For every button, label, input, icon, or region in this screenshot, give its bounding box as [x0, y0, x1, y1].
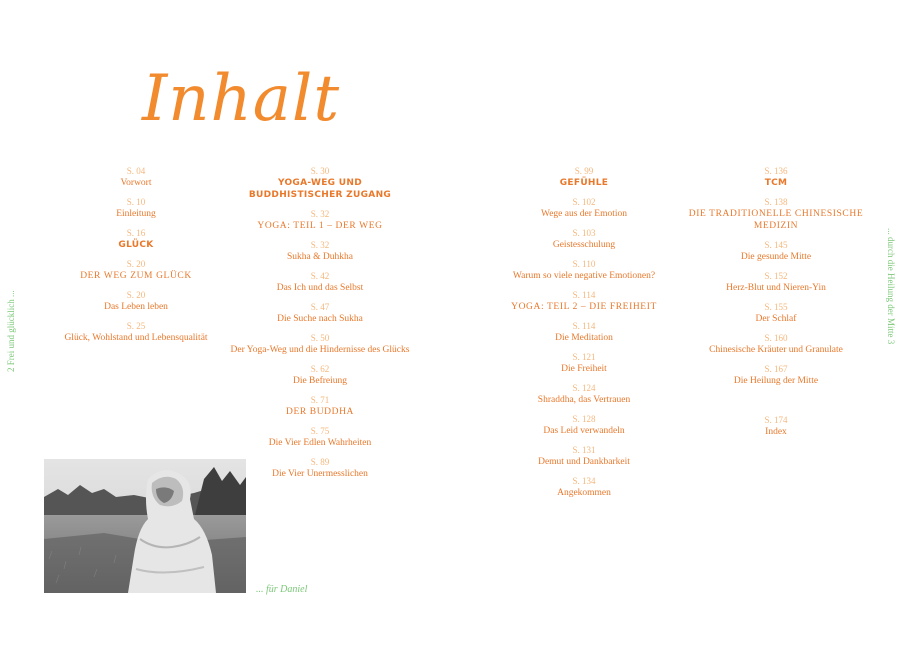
toc-entry-label: Angekommen: [557, 488, 611, 498]
toc-entry: [494, 166, 674, 189]
toc-page-number: S. 04: [126, 166, 146, 176]
toc-page-number: S. 10: [126, 197, 146, 207]
toc-entry: [494, 476, 674, 499]
toc-entry-label: Die Meditation: [555, 333, 613, 343]
toc-entry: [686, 415, 866, 438]
toc-entry: [230, 395, 410, 418]
toc-column-1: [46, 166, 226, 352]
toc-entry: [230, 271, 410, 294]
toc-page-number: S. 134: [572, 476, 596, 486]
toc-entry: [230, 333, 410, 356]
toc-page-number: S. 102: [572, 197, 596, 207]
toc-entry: [686, 197, 866, 232]
toc-page-number: S. 42: [310, 271, 330, 281]
toc-entry-label: Der Schlaf: [755, 314, 797, 324]
toc-page-number: S. 114: [572, 290, 596, 300]
page-title: Inhalt: [142, 62, 341, 136]
running-header-left: 2 Frei und glücklich ...: [6, 290, 16, 372]
toc-entry: [46, 228, 226, 251]
toc-page-number: S. 89: [310, 457, 330, 467]
toc-entry-label: Die gesunde Mitte: [740, 252, 812, 262]
toc-entry-label: GLÜCK: [118, 240, 154, 250]
toc-entry: [494, 290, 674, 313]
toc-entry: [494, 414, 674, 437]
toc-entry-label: TCM: [764, 178, 788, 188]
toc-entry: [230, 166, 410, 201]
toc-entry-label: YOGA: TEIL 1 – DER WEG: [257, 221, 383, 231]
toc-entry: [494, 259, 674, 282]
toc-entry-label: Das Ich und das Selbst: [276, 283, 364, 293]
toc-entry-label: Die Heilung der Mitte: [733, 376, 819, 386]
toc-entry-label: Demut und Dankbarkeit: [538, 457, 630, 467]
toc-entry-label: Sukha & Duhkha: [287, 252, 353, 262]
toc-entry: [686, 302, 866, 325]
meditation-photo: [44, 459, 246, 593]
toc-page-number: S. 75: [310, 426, 330, 436]
toc-entry: [686, 271, 866, 294]
toc-entry-label: Herz-Blut und Nieren-Yin: [726, 283, 826, 293]
toc-entry-label: DIE TRADITIONELLE CHINESISCHE MEDIZIN: [688, 209, 864, 231]
toc-page-number: S. 136: [764, 166, 788, 176]
toc-page-number: S. 47: [310, 302, 330, 312]
toc-page-number: S. 114: [572, 321, 596, 331]
toc-entry-label: DER BUDDHA: [285, 407, 354, 417]
toc-page-number: S. 110: [572, 259, 596, 269]
toc-page-number: S. 131: [572, 445, 596, 455]
toc-entry-label: Die Suche nach Sukha: [277, 314, 363, 324]
toc-entry-label: Chinesische Kräuter und Granulate: [709, 345, 843, 355]
toc-entry-label: YOGA-WEG UND BUDDHISTISCHER ZUGANG: [248, 178, 392, 200]
toc-entry-label: Wege aus der Emotion: [540, 209, 628, 219]
toc-page-number: S. 124: [572, 383, 596, 393]
toc-page-number: S. 32: [310, 240, 330, 250]
toc-entry-label: Der Yoga-Weg und die Hindernisse des Glücks: [230, 345, 410, 355]
running-header-right: ... durch die Heilung der Mitte 3: [886, 228, 896, 345]
toc-page-number: S. 30: [310, 166, 330, 176]
toc-page-number: S. 62: [310, 364, 330, 374]
toc-page-number: S. 20: [126, 259, 146, 269]
toc-entry-label: Einleitung: [116, 209, 156, 219]
toc-entry: [686, 333, 866, 356]
toc-entry: [494, 445, 674, 468]
toc-entry: [686, 364, 866, 387]
toc-entry-label: Index: [765, 427, 787, 437]
toc-entry: [230, 302, 410, 325]
toc-entry: [230, 426, 410, 449]
toc-page-number: S. 50: [310, 333, 330, 343]
toc-entry-label: Shraddha, das Vertrauen: [537, 395, 631, 405]
toc-entry-label: Die Vier Unermesslichen: [272, 469, 368, 479]
toc-entry: [46, 259, 226, 282]
toc-entry-label: YOGA: TEIL 2 – DIE FREIHEIT: [511, 302, 657, 312]
toc-entry: [46, 166, 226, 189]
toc-entry: [494, 197, 674, 220]
toc-entry-label: Warum so viele negative Emotionen?: [512, 271, 656, 281]
toc-page-number: S. 174: [764, 415, 788, 425]
toc-entry-label: Das Leben leben: [104, 302, 168, 312]
toc-page-number: S. 128: [572, 414, 596, 424]
toc-entry-label: Die Freiheit: [561, 364, 607, 374]
toc-entry: [46, 290, 226, 313]
toc-entry: [494, 383, 674, 406]
toc-page-number: S. 160: [764, 333, 788, 343]
toc-column-3: [494, 166, 674, 507]
toc-page-number: S. 121: [572, 352, 596, 362]
toc-entry: [494, 321, 674, 344]
toc-entry-label: Vorwort: [120, 178, 152, 188]
toc-entry: [686, 166, 866, 189]
toc-page-number: S. 155: [764, 302, 788, 312]
toc-page-number: S. 32: [310, 209, 330, 219]
toc-entry: [686, 240, 866, 263]
toc-page-number: S. 16: [126, 228, 146, 238]
toc-entry: [494, 228, 674, 251]
toc-page-number: S. 103: [572, 228, 596, 238]
toc-entry-label: Geistesschulung: [552, 240, 616, 250]
toc-entry: [230, 457, 410, 480]
toc-entry-label: Die Vier Edlen Wahrheiten: [268, 438, 372, 448]
toc-page-number: S. 152: [764, 271, 788, 281]
toc-page-number: S. 145: [764, 240, 788, 250]
toc-page-number: S. 71: [310, 395, 330, 405]
toc-page-number: S. 25: [126, 321, 146, 331]
toc-entry-label: Die Befreiung: [292, 376, 348, 386]
toc-column-2: [230, 166, 410, 488]
toc-entry-label: Glück, Wohlstand und Lebensqualität: [64, 333, 208, 343]
toc-page-number: S. 167: [764, 364, 788, 374]
toc-entry: [494, 352, 674, 375]
toc-entry: [46, 197, 226, 220]
toc-entry: [230, 240, 410, 263]
dedication: ... für Daniel: [256, 584, 308, 595]
toc-column-4: [686, 166, 866, 446]
toc-entry-label: Das Leid verwandeln: [543, 426, 625, 436]
toc-entry: [230, 209, 410, 232]
toc-page-number: S. 20: [126, 290, 146, 300]
toc-entry-label: GEFÜHLE: [559, 178, 609, 188]
toc-page-number: S. 99: [574, 166, 594, 176]
toc-entry: [230, 364, 410, 387]
toc-page-number: S. 138: [764, 197, 788, 207]
toc-entry: [46, 321, 226, 344]
toc-entry-label: DER WEG ZUM GLÜCK: [80, 271, 192, 281]
